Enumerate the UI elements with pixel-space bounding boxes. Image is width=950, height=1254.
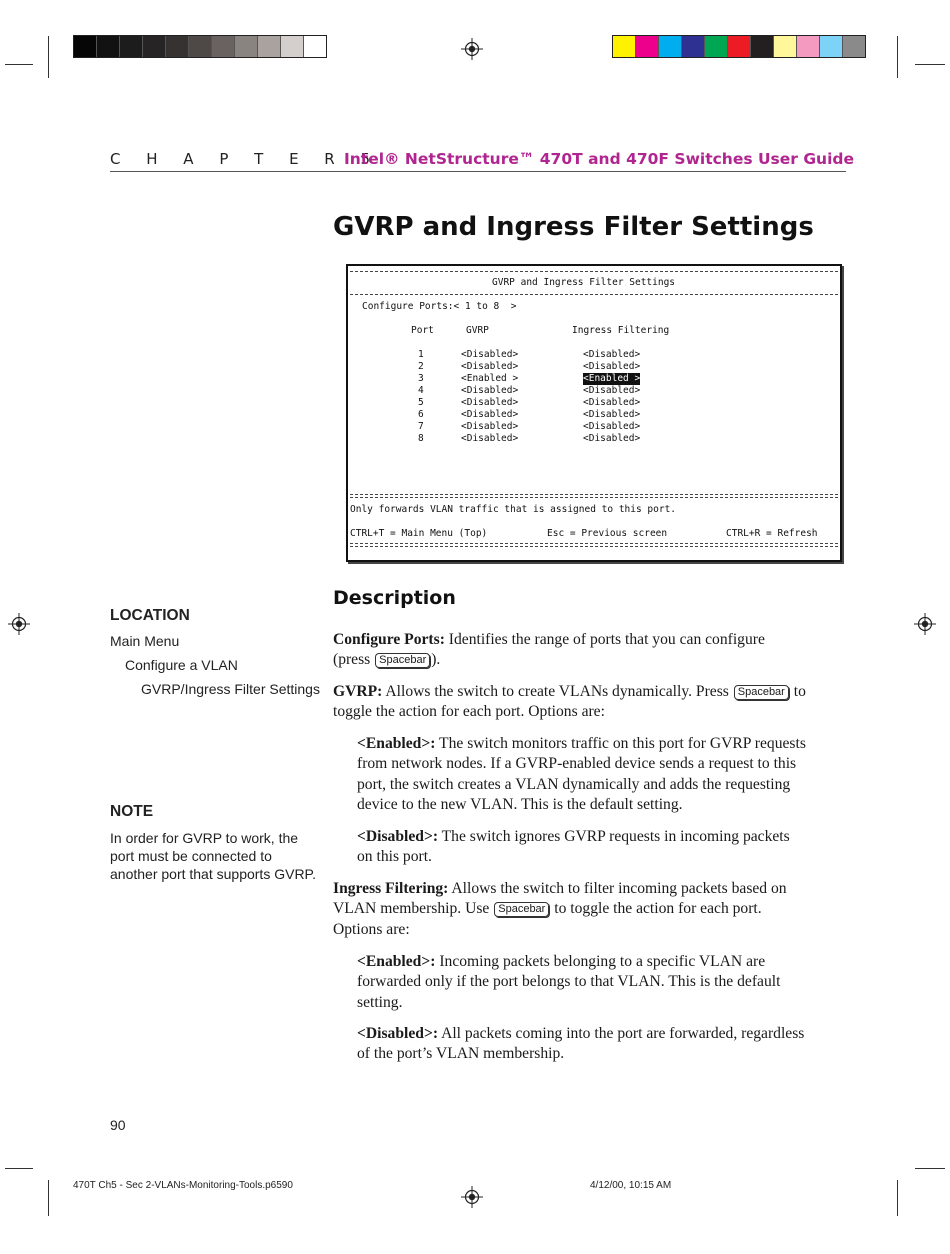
- page-title: GVRP and Ingress Filter Settings: [333, 212, 814, 242]
- crop-mark: [48, 1180, 49, 1216]
- calibration-swatch: [728, 36, 751, 57]
- ingress-toggle[interactable]: <Disabled>: [583, 349, 641, 360]
- calibration-swatch: [682, 36, 705, 57]
- gvrp-toggle[interactable]: <Disabled>: [461, 397, 519, 408]
- location-heading: LOCATION: [110, 607, 190, 624]
- gvrp-disabled-paragraph: <Disabled>: The switch ignores GVRP requests in incoming packets on this port.: [357, 828, 790, 866]
- crop-mark: [5, 1168, 33, 1169]
- calibration-swatch: [843, 36, 865, 57]
- spacebar-key: Spacebar: [375, 653, 430, 668]
- crop-mark: [48, 36, 49, 78]
- terminal-screenshot: [346, 264, 842, 562]
- calibration-swatch: [258, 36, 281, 57]
- registration-mark-icon: [8, 613, 30, 635]
- terminal-title: GVRP and Ingress Filter Settings: [492, 277, 676, 288]
- port-number: 3: [418, 373, 424, 384]
- ingress-toggle[interactable]: <Enabled >: [583, 373, 641, 384]
- calibration-swatch: [212, 36, 235, 57]
- note-text: In order for GVRP to work, the port must be connected to another port that supports GVRP.: [110, 830, 316, 882]
- calibration-swatch: [304, 36, 326, 57]
- header-rule: [110, 171, 846, 172]
- spacebar-key: Spacebar: [494, 902, 549, 917]
- crop-mark: [897, 1180, 898, 1216]
- configure-ports-paragraph: Configure Ports: Identifies the range of ports that you can configure (press Spacebar ).: [333, 631, 765, 669]
- column-header-port: Port: [411, 325, 434, 336]
- crop-mark: [897, 36, 898, 78]
- calibration-swatch: [281, 36, 304, 57]
- calibration-swatch: [820, 36, 843, 57]
- registration-mark-icon: [461, 1186, 483, 1208]
- divider: [350, 271, 838, 272]
- calibration-swatch: [235, 36, 258, 57]
- ingress-enabled-paragraph: <Enabled>: Incoming packets belonging to a specific VLAN are forwarded only if the port belongs to that VLAN. This is the default setting.: [357, 953, 781, 1011]
- port-number: 7: [418, 421, 424, 432]
- calibration-swatch: [613, 36, 636, 57]
- column-header-ingress: Ingress Filtering: [572, 325, 670, 336]
- registration-mark-icon: [461, 38, 483, 60]
- description-heading: Description: [333, 587, 456, 609]
- calibration-swatch: [74, 36, 97, 57]
- location-path-item: Main Menu: [110, 633, 180, 649]
- gvrp-toggle[interactable]: <Disabled>: [461, 433, 519, 444]
- ingress-toggle[interactable]: <Disabled>: [583, 409, 641, 420]
- port-number: 6: [418, 409, 424, 420]
- gvrp-toggle[interactable]: <Enabled >: [461, 373, 519, 384]
- gvrp-toggle[interactable]: <Disabled>: [461, 361, 519, 372]
- location-path-item: Configure a VLAN: [125, 657, 238, 673]
- configure-ports-field[interactable]: Configure Ports:< 1 to 8 >: [362, 301, 517, 312]
- gvrp-toggle[interactable]: <Disabled>: [461, 409, 519, 420]
- ingress-disabled-paragraph: <Disabled>: All packets coming into the port are forwarded, regardless of the port’s VLAN membership.: [357, 1025, 805, 1063]
- crop-mark: [915, 1168, 945, 1169]
- status-message: Only forwards VLAN traffic that is assigned to this port.: [350, 504, 677, 515]
- shortcut-main-menu[interactable]: CTRL+T = Main Menu (Top): [350, 528, 488, 539]
- chapter-label: C H A P T E R 5: [110, 150, 381, 168]
- ingress-toggle[interactable]: <Disabled>: [583, 385, 641, 396]
- port-number: 5: [418, 397, 424, 408]
- calibration-swatch: [636, 36, 659, 57]
- calibration-swatch: [120, 36, 143, 57]
- page-number: 90: [110, 1117, 126, 1133]
- port-number: 2: [418, 361, 424, 372]
- guide-title: Intel® NetStructure™ 470T and 470F Switches User Guide: [344, 150, 855, 168]
- port-number: 4: [418, 385, 424, 396]
- shortcut-refresh[interactable]: CTRL+R = Refresh: [726, 528, 818, 539]
- registration-mark-icon: [914, 613, 936, 635]
- gvrp-toggle[interactable]: <Disabled>: [461, 349, 519, 360]
- calibration-swatch: [659, 36, 682, 57]
- gvrp-toggle[interactable]: <Disabled>: [461, 385, 519, 396]
- ingress-toggle[interactable]: <Disabled>: [583, 433, 641, 444]
- calibration-swatch: [143, 36, 166, 57]
- ingress-toggle[interactable]: <Disabled>: [583, 361, 641, 372]
- port-number: 8: [418, 433, 424, 444]
- gray-calibration-strip: [73, 35, 327, 58]
- spacebar-key: Spacebar: [734, 685, 789, 700]
- crop-mark: [915, 64, 945, 65]
- note-heading: NOTE: [110, 803, 154, 820]
- divider: [350, 543, 838, 547]
- port-number: 1: [418, 349, 424, 360]
- divider: [350, 494, 838, 498]
- ingress-toggle[interactable]: <Disabled>: [583, 421, 641, 432]
- divider: [350, 294, 838, 295]
- ingress-toggle[interactable]: <Disabled>: [583, 397, 641, 408]
- gvrp-enabled-paragraph: <Enabled>: The switch monitors traffic on this port for GVRP requests from network nodes. If a GVRP-enabled device sends a request to this port, the switch creates a VLAN dynamically and adds the requesting device to the new VLAN. This is the default setting.: [357, 735, 806, 813]
- calibration-swatch: [189, 36, 212, 57]
- calibration-swatch: [166, 36, 189, 57]
- footer-file-name: 470T Ch5 - Sec 2-VLANs-Monitoring-Tools.p6590: [73, 1180, 293, 1191]
- shortcut-previous-screen[interactable]: Esc = Previous screen: [547, 528, 668, 539]
- location-path-item: GVRP/Ingress Filter Settings: [141, 681, 320, 697]
- column-header-gvrp: GVRP: [466, 325, 489, 336]
- calibration-swatch: [774, 36, 797, 57]
- gvrp-toggle[interactable]: <Disabled>: [461, 421, 519, 432]
- calibration-swatch: [797, 36, 820, 57]
- calibration-swatch: [705, 36, 728, 57]
- ingress-filtering-paragraph: Ingress Filtering: Allows the switch to filter incoming packets based on VLAN membership. Use Spacebar to toggle the action for each port. Options are:: [333, 880, 787, 938]
- footer-timestamp: 4/12/00, 10:15 AM: [590, 1180, 672, 1191]
- calibration-swatch: [751, 36, 774, 57]
- crop-mark: [5, 64, 33, 65]
- calibration-swatch: [97, 36, 120, 57]
- color-calibration-strip: [612, 35, 866, 58]
- gvrp-paragraph: GVRP: Allows the switch to create VLANs dynamically. Press Spacebar to toggle the action for each port. Options are:: [333, 683, 806, 721]
